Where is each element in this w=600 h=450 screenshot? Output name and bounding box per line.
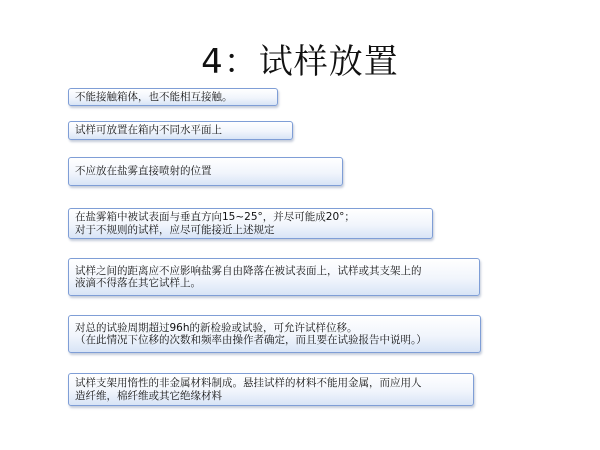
note-text: 试样支架用惰性的非金属材料制成。悬挂试样的材料不能用金属，而应用人 bbox=[75, 377, 422, 389]
note-text: 液滴不得落在其它试样上。 bbox=[75, 277, 201, 289]
note-text: 试样之间的距离应不应影响盐雾自由降落在被试表面上，试样或其支架上的 bbox=[75, 264, 422, 277]
note-text: （在此情况下位移的次数和频率由操作者确定，而且要在试验报告中说明。） bbox=[75, 334, 427, 346]
note-text: 不能接触箱体，也不能相互接触。 bbox=[75, 90, 233, 103]
note-text: 试样可放置在箱内不同水平面上 bbox=[75, 124, 222, 137]
note-text: 造纤维，棉纤维或其它绝缘材料 bbox=[75, 389, 222, 402]
slide-title: 4：试样放置 bbox=[201, 42, 399, 82]
note-box-relocation bbox=[68, 315, 481, 353]
note-text: 在盐雾箱中被试表面与垂直方向15~25°，并尽可能成20°； bbox=[75, 211, 355, 223]
note-box-different-levels bbox=[68, 121, 293, 140]
note-box-angle bbox=[68, 208, 433, 239]
note-box-no-direct-spray bbox=[68, 157, 343, 186]
note-box-support-material bbox=[68, 373, 474, 406]
note-text: 对总的试验周期超过96h的新检验或试验，可允许试样位移。 bbox=[75, 321, 358, 334]
note-box-spacing bbox=[68, 258, 480, 296]
note-text: 不应放在盐雾直接喷射的位置 bbox=[75, 165, 212, 178]
note-text: 对于不规则的试样，应尽可能接近上述规定 bbox=[75, 223, 275, 236]
note-box-no-contact bbox=[68, 88, 278, 106]
